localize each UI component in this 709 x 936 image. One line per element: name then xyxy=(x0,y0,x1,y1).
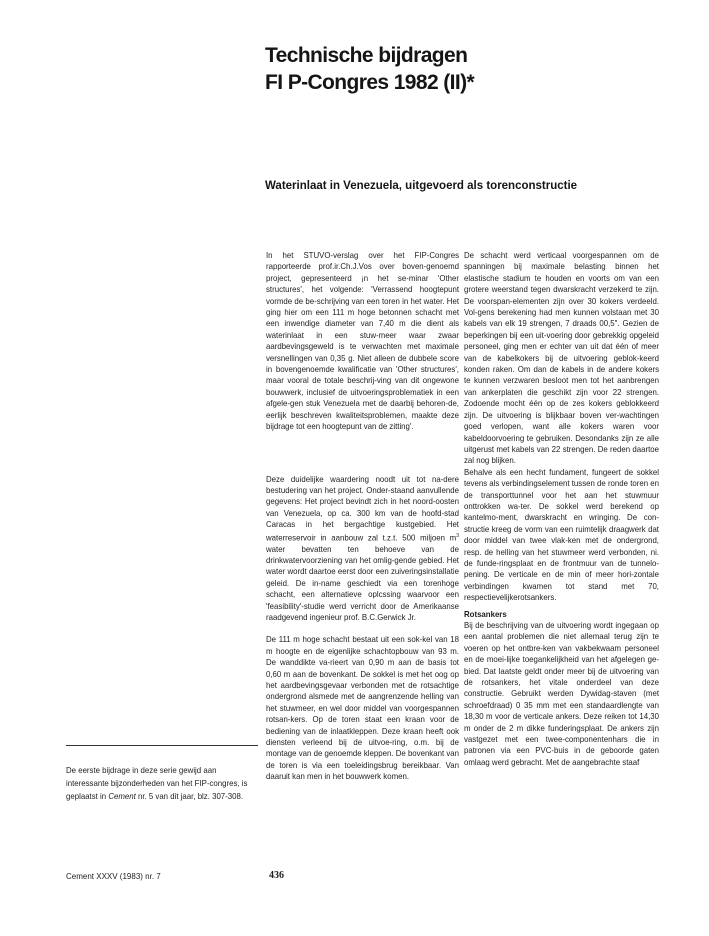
paragraph: Bij de beschrijving van de uitvoering wordt ingegaan op een aantal problemen die niet allemaal terug zijn te voeren op het ontbre-ken van vakbekwaam personeel en de moei-lijke toegankelijkheid van het afgelegen ge-bied. Dat laatste geldt onder meer bij de uitvoering van de rotsankers, het vitale onderdeel van deze constructie. Gebruikt werden Dywidag-staven (met schroefdraad) 0 35 mm met een standaardlengte van 18,30 m voor de verticale ankers. Deze reiken tot 14,30 m onder de 2 m dikke funderingsplaat. De ankers zijn vastgezet met een twee-componentenhars die in patronen via een PVC-buis in de geboorde gaten omlaag werd gebracht. Met de aangebrachte staaf xyxy=(464,621,659,767)
page-number: 436 xyxy=(269,870,284,881)
paragraph-text: Deze duidelijke waardering noodt uit tot na-dere bestudering van het project. Onder-staand aanvullende gegevens: Het project bevindt zich in het noord-oosten van Venezuela, op ca. 300 km van de hoofd-stad Caracas in het bergachtige kustgebied. Het waterreservoir in aanbouw zal t.z.t. 500 miljoen m xyxy=(266,474,459,543)
footnote-text: nr. 5 van dit jaar, blz. 307-308. xyxy=(135,792,244,801)
article-column-left xyxy=(266,250,459,783)
footnote-text: De eerste bijdrage in deze serie gewijd aan interessante bijzonderheden van het FIP-congres, is geplaatst in xyxy=(66,766,248,801)
paragraph-text: water bevatten ten behoeve van de drinkwatervoorziening van het omlig-gende gebied. Het water wordt daartoe eerst door een zuiveringsinstallatie geleid. De in-name geschiedt via een torenhoge schacht, een alternatieve oplcssing waarvoor een 'feasibility'-studie werd verricht door de Amerikaanse raadgevend ingenieur prof. B.C.Gerwick Jr. xyxy=(266,544,459,622)
paragraph: De schacht werd verticaal voorgespannen om de spanningen bij maximale belasting binnen het elastische stadium te houden en voorts om van een grotere weerstand tegen dwarskracht verzekerd te zijn. De voorspan-elementen zijn over 30 kokers verdeeld. Vol-gens berekening had men kunnen volstaan met 30 kabels van elk 19 strengen, 7 draads 00,5". Gezien de beperkingen bij een uit-voering door gebrekkig opgeleid personeel, ging men er echter van uit dat één of meer van de kabelkokers bij de uitvoering geblok-keerd konden raken. Om dan de kabels in de andere kokers te kunnen verzwaren besloot men tot het aanbrengen van ankerplaten die geschikt zijn voor 22 strengen. Zodoende mocht één op de zes kokers geblokkeerd zijn. De uitvoering is blijkbaar boven ver-wachtingen goed verlopen, want alle kokers waren voor kabeldoorvoering te gebruiken. Desondanks zijn ze alle uitgerust met kabels van 22 strengen. De reden daartoe zal nog blijken. xyxy=(464,251,659,466)
title-line-2: FI P-Congres 1982 (II)* xyxy=(265,71,475,94)
superscript: 3 xyxy=(456,532,459,539)
footnote xyxy=(66,764,258,803)
article-subtitle: Waterinlaat in Venezuela, uitgevoerd als torenconstructie xyxy=(265,180,578,192)
title-line-1: Technische bijdragen xyxy=(265,44,468,67)
article-column-right xyxy=(464,250,659,768)
section-heading: Rotsankers xyxy=(464,609,507,619)
page-title xyxy=(265,42,685,96)
journal-issue: Cement XXXV (1983) nr. 7 xyxy=(66,872,161,881)
footnote-divider xyxy=(66,745,258,746)
paragraph: In het STUVO-verslag over het FIP-Congres rapporteerde prof.ir.Ch.J.Vos over boven-genoemd project, gepresenteerd ¡n het se-minar 'Other structures', het volgende: 'Verrassend hoogtepunt vormde de be-schrijving van een toren in het water. Het ging hier om een 111 m hoge betonnen schacht met een inwendige diameter van 7,40 m die dient als waterinlaat in een stuw-meer waar zwaar aardbevingsgeweld is te verwachten met maximale versnellingen van 0,35 g. Niet alleen de dubbele score in bovengenoemde kwalificatie van 'Other structures', maar vooral de totale beschrij-ving van dit ongewone bouwwerk, inclusief de uitvoeringsproblematiek in een afgele-gen stuk Venezuela met de daarbij behoren-de, eerlijk beschreven kwaliteitsproblemen, maakte deze bijdrage tot een hoogtepunt van de zitting'. xyxy=(266,251,459,432)
footnote-journal: Cement xyxy=(108,792,136,801)
paragraph xyxy=(266,474,459,624)
paragraph: Behalve als een hecht fundament, fungeert de sokkel tevens als verbindingselement tussen de ronde toren en de transporttunnel voor het aan het stuwmuur onttrokken wa-ter. De sokkel werd berekend op kantelmo-ment, dwarskracht en wringing. De con-structie kreeg de vorm van een ruimtelijk draagwerk dat door middel van twee vlak-ken met de ondergrond, resp. de helling van het stuwmeer werd verbonden, ni. de funde-ringsplaat en de frontmuur van de tunnelo-pening. De verticale en de min of meer hori-zontale verbindingen kwamen tot stand met 70, respectievelijkerotsankers. xyxy=(464,467,659,603)
paragraph: De 111 m hoge schacht bestaat uit een sok-kel van 18 m hoogte en de eigenlijke schachtopbouw van 93 m. De wanddikte va-rieert van 0,90 m aan de basis tot 0,60 m aan de bovenkant. De sokkel is met het oog op het aardbevingsgevaar verbonden met de rotsachtige ondergrond alsmede met de aangrenzende helling van het stuwmeer, en wel door middel van voorgespannen rotsan-kers. Op de toren staat een kraan voor de bediening van de inlaatkleppen. Deze kraan heeft ook diensten verleend bij de uitvoe-ring, o.m. bij de montage van de genoemde kleppen. De bovenkant van de toren is via een toeleidingsbrug bereikbaar. Van daaruit kan men in het bouwwerk komen. xyxy=(266,635,459,782)
